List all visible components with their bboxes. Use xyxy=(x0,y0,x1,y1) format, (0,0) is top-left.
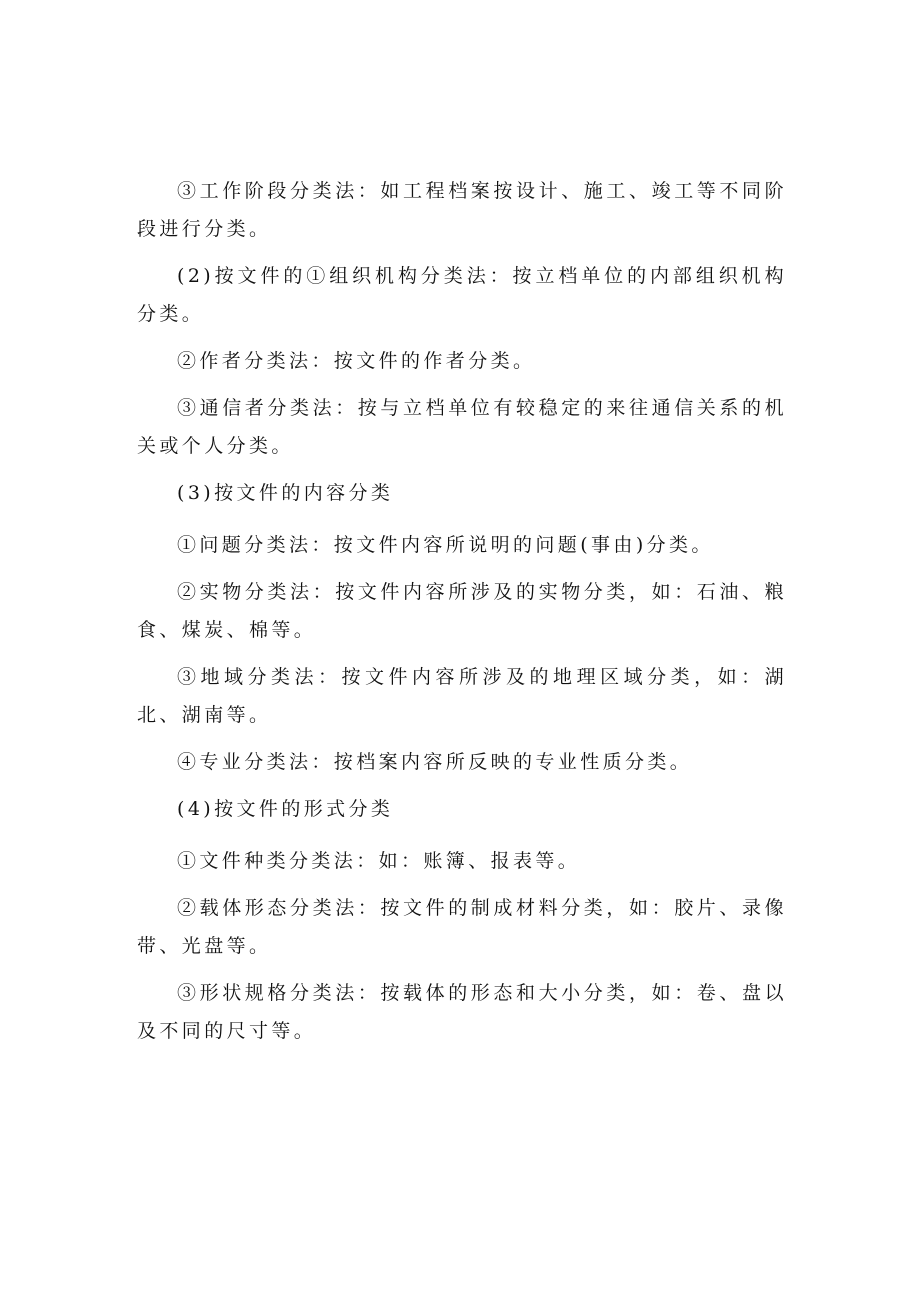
paragraph-region: ③地域分类法：按文件内容所涉及的地理区域分类，如：湖北、湖南等。 xyxy=(137,666,787,726)
paragraph-material-object: ②实物分类法：按文件内容所涉及的实物分类，如：石油、粮食、煤炭、棉等。 xyxy=(137,581,787,641)
paragraph-author: ②作者分类法：按文件的作者分类。 xyxy=(177,350,536,372)
paragraph-document-type: ①文件种类分类法：如：账簿、报表等。 xyxy=(177,850,581,872)
document-body xyxy=(137,172,787,1059)
paragraph-organization: (2)按文件的①组织机构分类法：按立档单位的内部组织机构分类。 xyxy=(137,265,787,325)
paragraph-correspondent: ③通信者分类法：按与立档单位有较稳定的来往通信关系的机关或个人分类。 xyxy=(137,397,787,457)
paragraph-specialty: ④专业分类法：按档案内容所反映的专业性质分类。 xyxy=(177,751,693,773)
paragraph-issue: ①问题分类法：按文件内容所说明的问题(事由)分类。 xyxy=(177,534,714,556)
paragraph-carrier-form: ②载体形态分类法：按文件的制成材料分类，如：胶片、录像带、光盘等。 xyxy=(137,897,787,957)
paragraph-shape-size: ③形状规格分类法：按载体的形态和大小分类，如：卷、盘以及不同的尺寸等。 xyxy=(137,982,787,1042)
heading-form-classification: (4)按文件的形式分类 xyxy=(177,798,394,820)
paragraph-work-stage: ③工作阶段分类法：如工程档案按设计、施工、竣工等不同阶段进行分类。 xyxy=(137,180,787,240)
heading-content-classification: (3)按文件的内容分类 xyxy=(177,482,394,504)
